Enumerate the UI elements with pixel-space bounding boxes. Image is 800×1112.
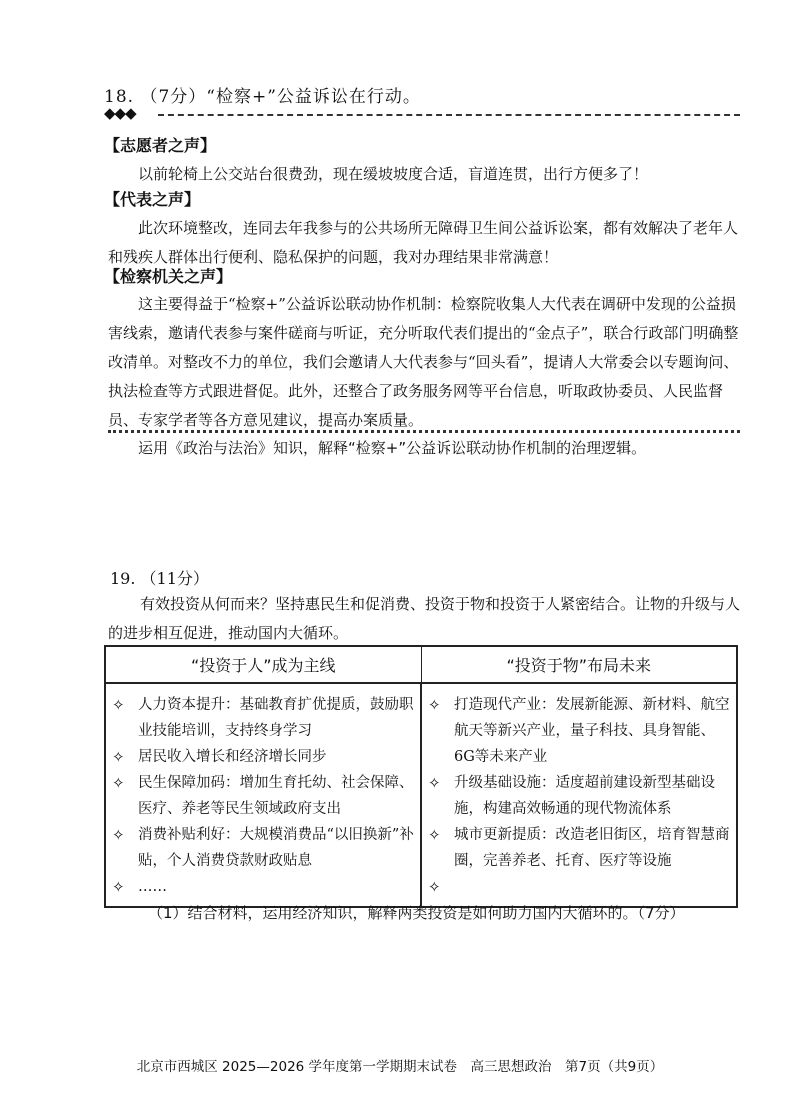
question-19-subquestion-1: （1）结合材料，运用经济知识，解释两类投资是如何助力国内大循环的。（7分） [148,904,685,922]
volunteer-voice-heading: 【志愿者之声】 [104,136,217,155]
question-19-title: 19. （11分） [110,569,209,588]
bullet-icon: ✧ [428,826,441,844]
list-item: ✧ 升级基础设施：适度超前建设新型基础设施，构建高效畅通的现代物流体系 [428,770,730,822]
right-column-cell [421,683,737,907]
representative-voice-heading: 【代表之声】 [104,190,201,209]
list-item: ✧ 消费补贴利好：大规模消费品“以旧换新”补贴，个人消费贷款财政贴息 [112,822,414,874]
list-item [428,874,730,900]
list-item: ✧ …… [112,874,414,900]
bullet-icon: ✧ [112,878,125,896]
list-item: ✧ 民生保障加码：增加生育托幼、社会保障、医疗、养老等民生领域政府支出 [112,770,414,822]
bullet-icon: ✧ [112,748,125,766]
procuratorate-voice-heading: 【检察机关之声】 [104,267,233,286]
bullet-icon: ✧ [428,878,441,896]
list-item: ✧ 城市更新提质：改造老旧街区，培育智慧商圈，完善养老、托育、医疗等设施 [428,822,730,874]
bullet-icon: ✧ [112,826,125,844]
page-footer: 北京市西城区 2025—2026 学年度第一学期期末试卷 高三思想政治 第7页（共9页） [136,1059,664,1075]
material-top-divider [158,114,740,116]
list-item: ✧ 人力资本提升：基础教育扩优提质，鼓励职业技能培训，支持终身学习 [112,692,414,744]
left-column-header: “投资于人”成为主线 [105,646,421,683]
question-18-task: 运用《政治与法治》知识，解释“检察+”公益诉讼联动协作机制的治理逻辑。 [138,439,647,457]
investment-comparison-table [104,645,738,908]
material-bottom-divider [108,430,740,433]
question-19-intro: 有效投资从何而来？坚持惠民生和促消费、投资于物和投资于人紧密结合。让物的升级与人的进步相互促进，推动国内大循环。 [108,595,741,642]
question-18-title: 18. （7分）“检察+”公益诉讼在行动。 [104,87,421,107]
bullet-icon: ✧ [428,774,441,792]
bullet-icon: ✧ [428,696,441,714]
right-column-header: “投资于物”布局未来 [421,646,737,683]
list-item: ✧ 居民收入增长和经济增长同步 [112,744,414,770]
bullet-icon: ✧ [112,696,125,714]
procuratorate-voice-text: 这主要得益于“检察+”公益诉讼联动协作机制：检察院收集人大代表在调研中发现的公益损害线索，邀请代表参与案件磋商与听证，充分听取代表们提出的“金点子”，联合行政部门明确整改清单。对整改不力的单位，我们会邀请人大代表参与“回头看”，提请人大常委会以专题询问、执法检查等方式跟进督促。此外，还整合了政务服务网等平台信息，听取政协委员、人民监督员、专家学者等各方意见建议，提高办案质量。 [108,295,739,429]
left-column-cell [105,683,421,907]
representative-voice-text: 此次环境整改，连同去年我参与的公共场所无障碍卫生间公益诉讼案，都有效解决了老年人和残疾人群体出行便利、隐私保护的问题，我对办理结果非常满意！ [108,219,739,266]
list-item: ✧ 打造现代产业：发展新能源、新材料、航空航天等新兴产业，量子科技、具身智能、6G等未来产业 [428,692,730,770]
volunteer-voice-text: 以前轮椅上公交站台很费劲，现在缓坡坡度合适，盲道连贯，出行方便多了！ [138,165,649,183]
bullet-icon: ✧ [112,774,125,792]
diamond-markers: ◆◆◆ [104,104,136,122]
